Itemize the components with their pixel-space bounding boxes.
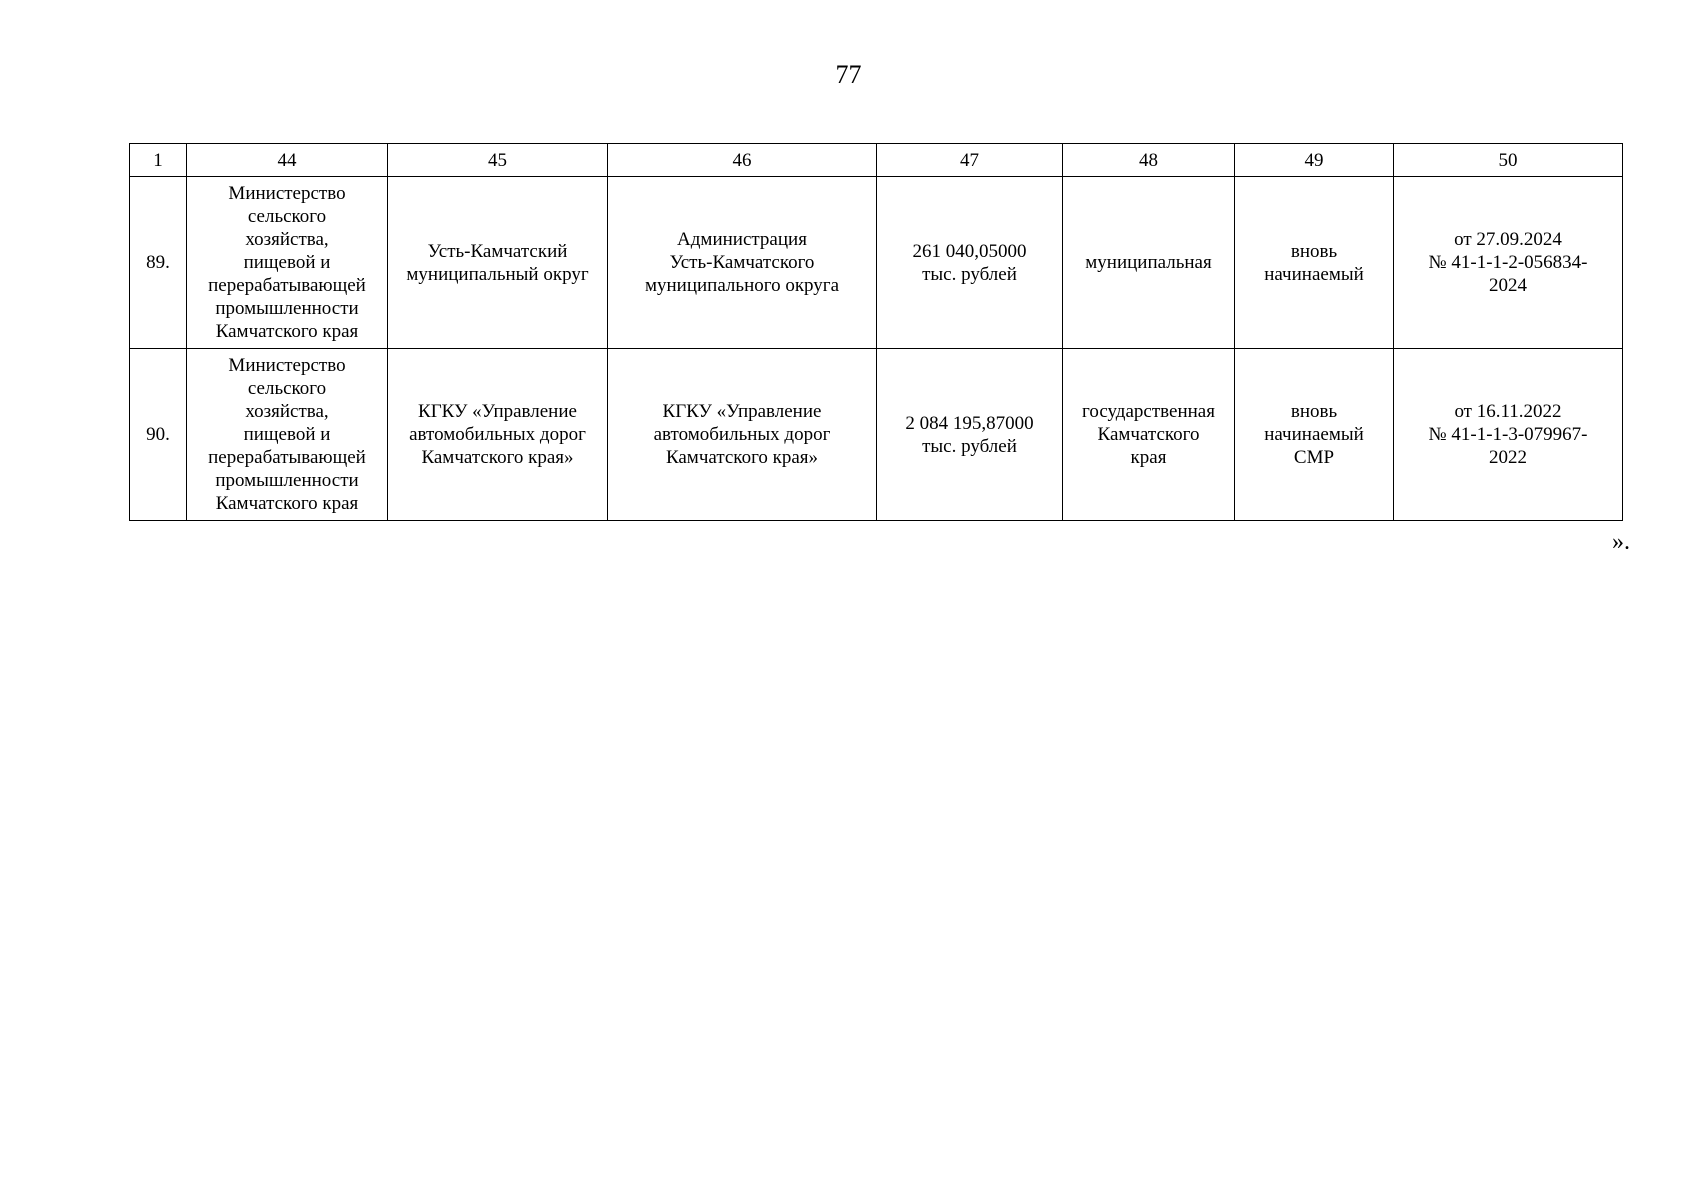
column-header: 48: [1063, 144, 1235, 177]
customer-cell: [608, 349, 877, 521]
municipality-cell: [388, 177, 608, 349]
column-header: 1: [130, 144, 187, 177]
status-cell: [1235, 349, 1394, 521]
cell-text: государственная Камчатского края: [1082, 401, 1215, 468]
column-header: 45: [388, 144, 608, 177]
ownership-cell: [1063, 177, 1235, 349]
conclusion-cell: [1394, 177, 1623, 349]
municipality-cell: [388, 349, 608, 521]
cell-text: 261 040,05000 тыс. рублей: [912, 240, 1027, 285]
ownership-cell: [1063, 349, 1235, 521]
ministry-cell: [187, 177, 388, 349]
cell-text: муниципальная: [1085, 252, 1212, 273]
cell-text: от 16.11.2022 № 41-1-1-3-079967- 2022: [1428, 401, 1588, 468]
status-cell: [1235, 177, 1394, 349]
cell-text: 89.: [146, 252, 170, 273]
page-number: 77: [835, 60, 862, 89]
amount-cell: [877, 349, 1063, 521]
column-header: 50: [1394, 144, 1623, 177]
cell-text: от 27.09.2024 № 41-1-1-2-056834- 2024: [1428, 229, 1588, 296]
table-row: [130, 349, 1623, 521]
column-header: 47: [877, 144, 1063, 177]
cell-text: КГКУ «Управление автомобильных дорог Камчатского края»: [409, 401, 586, 468]
row-number-cell: [130, 177, 187, 349]
column-header: 44: [187, 144, 388, 177]
amount-cell: [877, 177, 1063, 349]
ministry-cell: [187, 349, 388, 521]
cell-text: вновь начинаемый: [1264, 240, 1364, 285]
customer-cell: [608, 177, 877, 349]
row-number-cell: [130, 349, 187, 521]
cell-text: 90.: [146, 424, 170, 445]
table-row: [130, 177, 1623, 349]
cell-text: Администрация Усть-Камчатского муниципального округа: [644, 229, 840, 296]
cell-text: Министерство сельского хозяйства, пищевой и перерабатывающей промышленности Камчатского края: [208, 183, 366, 342]
column-header: 49: [1235, 144, 1394, 177]
column-header: 46: [608, 144, 877, 177]
closing-quote-mark: ».: [1612, 529, 1630, 555]
conclusion-cell: [1394, 349, 1623, 521]
table-header-row: [130, 144, 1623, 177]
cell-text: Усть-Камчатский муниципальный округ: [406, 240, 589, 285]
cell-text: КГКУ «Управление автомобильных дорог Камчатского края»: [653, 401, 831, 468]
cell-text: Министерство сельского хозяйства, пищевой и перерабатывающей промышленности Камчатского края: [208, 355, 366, 514]
data-table: [129, 143, 1623, 521]
cell-text: вновь начинаемый СМР: [1264, 401, 1364, 468]
cell-text: 2 084 195,87000 тыс. рублей: [905, 412, 1034, 457]
